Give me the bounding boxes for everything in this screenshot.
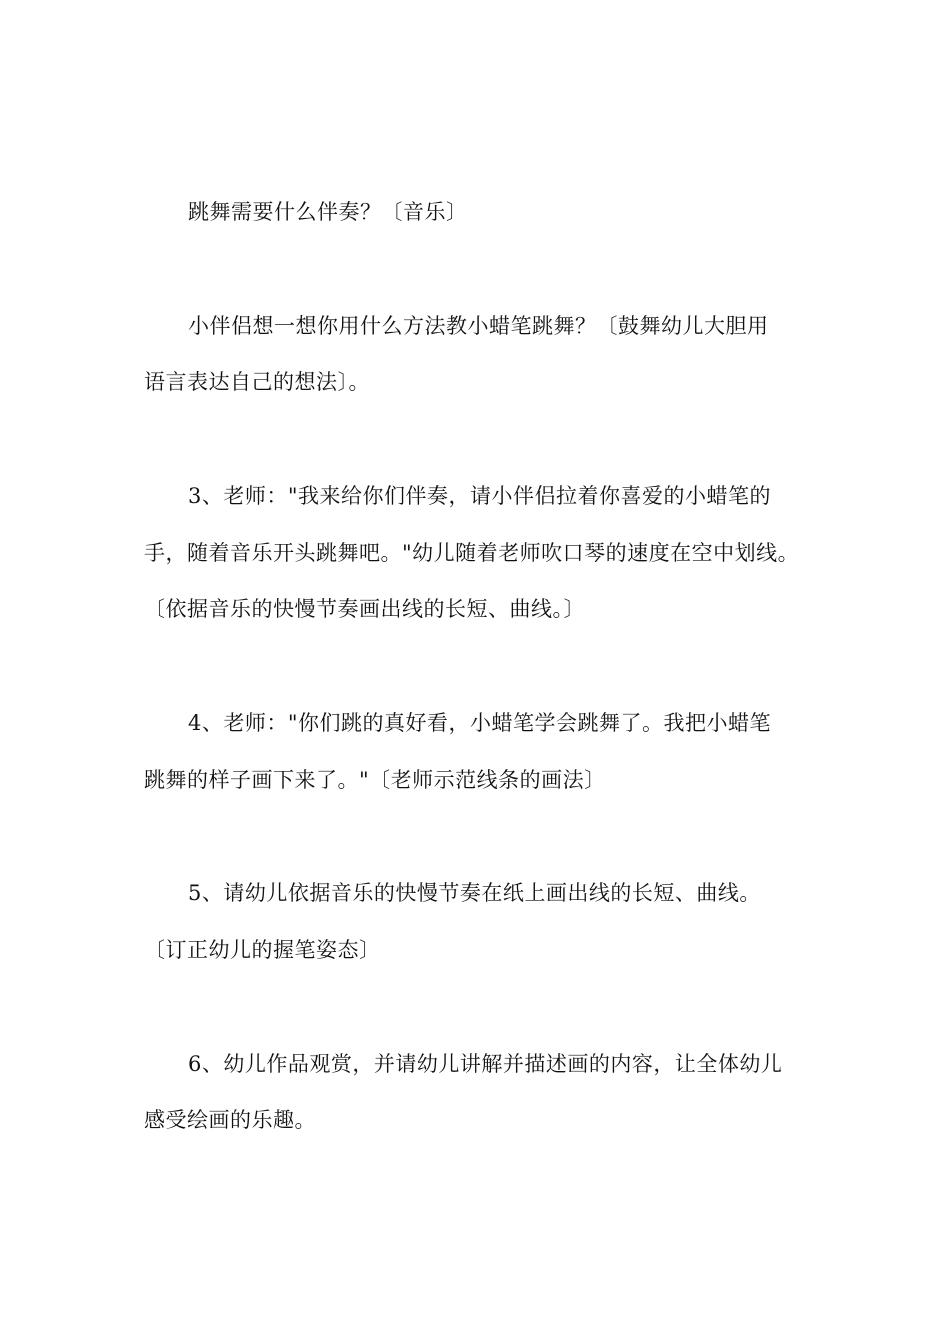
paragraph-4-line-1: 4、老师："你们跳的真好看，小蜡笔学会跳舞了。我把小蜡笔 [188, 711, 772, 735]
paragraph-6-line-1: 6、幼儿作品观赏，并请幼儿讲解并描述画的内容，让全体幼儿 [188, 1052, 783, 1076]
paragraph-3-line-1: 3、老师："我来给你们伴奏，请小伴侣拉着你喜爱的小蜡笔的 [188, 484, 772, 508]
paragraph-3-line-2: 手，随着音乐开头跳舞吧。"幼儿随着老师吹口琴的速度在空中划线。 [144, 541, 800, 565]
paragraph-2-line-1: 小伴侣想一想你用什么方法教小蜡笔跳舞？〔鼓舞幼儿大胆用 [188, 314, 769, 338]
paragraph-3-line-3: 〔依据音乐的快慢节奏画出线的长短、曲线。〕 [144, 597, 585, 621]
paragraph-1-line-1: 跳舞需要什么伴奏？〔音乐〕 [188, 200, 468, 224]
paragraph-5-line-2: 〔订正幼儿的握笔姿态〕 [144, 938, 381, 962]
paragraph-2-line-2: 语言表达自己的想法〕。 [144, 370, 370, 394]
paragraph-4-line-2: 跳舞的样子画下来了。"〔老师示范线条的画法〕 [144, 768, 606, 792]
paragraph-5-line-1: 5、请幼儿依据音乐的快慢节奏在纸上画出线的长短、曲线。 [188, 881, 761, 905]
paragraph-6-line-2: 感受绘画的乐趣。 [144, 1108, 316, 1132]
